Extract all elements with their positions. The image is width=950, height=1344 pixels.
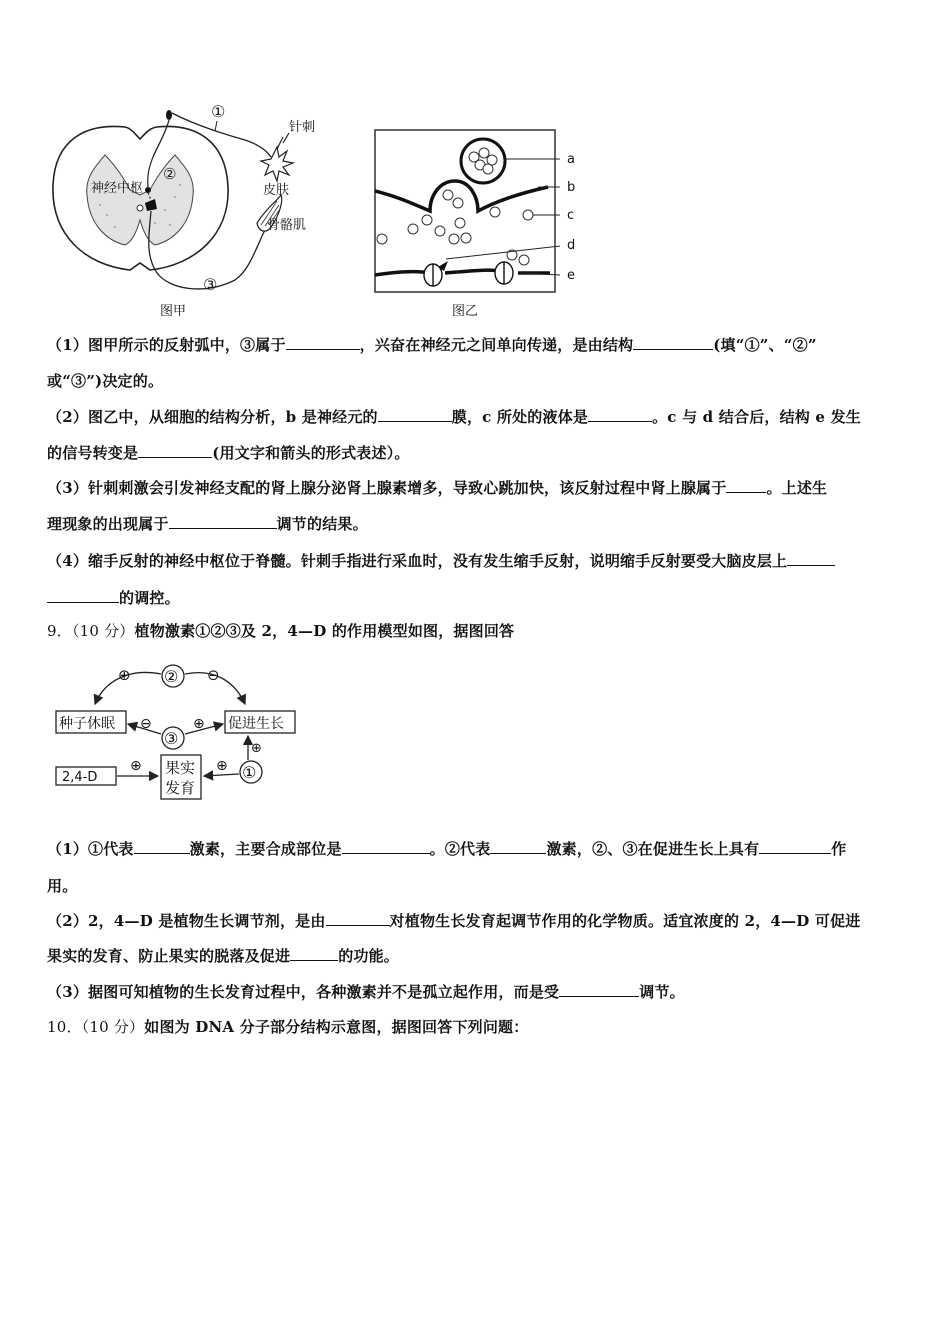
plus-sign: ⊕ [130, 758, 142, 774]
text: 的调控。 [119, 589, 180, 607]
text: 的功能。 [338, 947, 400, 965]
text: （2）2，4—D 是植物生长调节剂，是由 [47, 912, 326, 930]
text: 。上述生 [766, 479, 828, 497]
answer-blank[interactable] [559, 982, 639, 997]
answer-blank[interactable] [286, 335, 360, 350]
text: 用。 [47, 877, 78, 895]
text: 调节的结果。 [276, 515, 368, 533]
question-number: 9．（10 分） [47, 622, 135, 640]
text: 或“③”)决定的。 [47, 372, 164, 390]
q8-part3-line2 [47, 506, 907, 542]
text: （3）针刺刺激会引发神经支配的肾上腺分泌肾上腺素增多，导致心跳加快，该反射过程中肾上腺属于 [47, 479, 727, 497]
text: （3）据图可知植物的生长发育过程中，各种激素并不是孤立起作用，而是受 [47, 983, 560, 1001]
answer-blank[interactable] [787, 551, 835, 566]
box-fruit-line1: 果实 [165, 759, 196, 777]
text: （4）缩手反射的神经中枢位于脊髓。针刺手指进行采血时，没有发生缩手反射，说明缩手反射要受大脑皮层上 [47, 552, 788, 570]
text: 理现象的出现属于 [47, 515, 169, 533]
box-24d: 2,4-D [62, 770, 98, 785]
answer-blank[interactable] [47, 588, 119, 603]
node-2: ② [164, 667, 179, 686]
minus-sign: ⊖ [140, 716, 152, 732]
box-promote-growth: 促进生长 [228, 716, 284, 732]
caption-yi: 图乙 [452, 304, 479, 319]
answer-blank[interactable] [378, 407, 452, 422]
label-d: d [567, 238, 576, 253]
node-3: ③ [164, 729, 179, 748]
node-1: ① [242, 763, 257, 782]
q8-part4-line2 [47, 580, 907, 616]
q9-stem [47, 613, 907, 649]
figure-jia [45, 95, 345, 325]
q9-part2-line2 [47, 938, 907, 974]
minus-sign: ⊖ [207, 666, 220, 684]
label-skin: 皮肤 [263, 183, 290, 198]
answer-blank[interactable] [490, 839, 546, 854]
text: （1）图甲所示的反射弧中，③属于 [47, 336, 286, 354]
q8-part1-line2 [47, 363, 907, 399]
q8-part2-line2 [47, 435, 907, 471]
question-stem: 如图为 DNA 分子部分结构示意图，据图回答下列问题： [144, 1018, 529, 1036]
text: (填“①”、“②” [713, 336, 817, 354]
text: 作 [831, 840, 847, 858]
question-stem: 植物激素①②③及 2，4—D 的作用模型如图，据图回答 [134, 622, 515, 640]
answer-blank[interactable] [342, 839, 430, 854]
label-spinal-center: 神经中枢 [91, 181, 144, 196]
figure-yi [370, 125, 590, 325]
caption-jia: 图甲 [160, 304, 187, 319]
text: （1）①代表 [47, 840, 134, 858]
answer-blank[interactable] [633, 335, 713, 350]
answer-blank[interactable] [759, 839, 831, 854]
plus-sign: ⊕ [216, 758, 228, 774]
q8-part1-line1 [47, 327, 907, 363]
text: 膜，c 所处的液体是 [451, 408, 589, 426]
text: （2）图乙中，从细胞的结构分析，b 是神经元的 [47, 408, 378, 426]
answer-blank[interactable] [326, 911, 390, 926]
sensory-ganglion [166, 110, 172, 120]
plus-sign: ⊕ [251, 741, 262, 756]
answer-blank[interactable] [588, 407, 652, 422]
text: 的信号转变是 [47, 444, 139, 462]
text: 对植物生长发育起调节作用的化学物质。适宜浓度的 2，4—D 可促进 [389, 912, 861, 930]
q8-part4-line1 [47, 543, 907, 579]
plus-sign: ⊕ [118, 666, 131, 684]
q8-part3-line1 [47, 470, 907, 506]
text: 调节。 [639, 983, 685, 1001]
text: 激素，主要合成部位是 [189, 840, 342, 858]
hormone-diagram [50, 660, 310, 810]
box-fruit-line2: 发育 [165, 779, 196, 797]
q10-stem [47, 1009, 907, 1045]
text: 激素，②、③在促进生长上具有 [546, 840, 760, 858]
label-3: ③ [203, 275, 218, 294]
answer-blank[interactable] [138, 443, 212, 458]
label-muscle: 骨骼肌 [267, 218, 307, 233]
q9-part1-line1 [47, 831, 907, 867]
plus-sign: ⊕ [193, 716, 205, 732]
q9-part1-line2 [47, 868, 907, 904]
label-2: ② [163, 165, 177, 183]
text: 。②代表 [429, 840, 491, 858]
answer-blank[interactable] [290, 946, 338, 961]
answer-blank[interactable] [134, 839, 190, 854]
q9-part2-line1 [47, 903, 907, 939]
question-number: 10．（10 分） [47, 1018, 145, 1036]
label-b: b [567, 180, 576, 195]
label-e: e [567, 268, 575, 283]
label-needle: 针刺 [289, 120, 316, 135]
label-c: c [567, 208, 575, 223]
skin-icon [261, 147, 293, 181]
answer-blank[interactable] [169, 514, 277, 529]
q8-part2-line1 [47, 399, 907, 435]
text: 。c 与 d 结合后，结构 e 发生 [652, 408, 861, 426]
answer-blank[interactable] [726, 478, 766, 493]
text: 果实的发育、防止果实的脱落及促进 [47, 947, 291, 965]
label-1: ① [211, 102, 226, 121]
label-a: a [567, 152, 575, 167]
box-seed-dormancy: 种子休眠 [59, 716, 115, 732]
q9-part3 [47, 974, 907, 1010]
text: ，兴奋在神经元之间单向传递，是由结构 [359, 336, 634, 354]
text: (用文字和箭头的形式表述）。 [212, 444, 410, 462]
